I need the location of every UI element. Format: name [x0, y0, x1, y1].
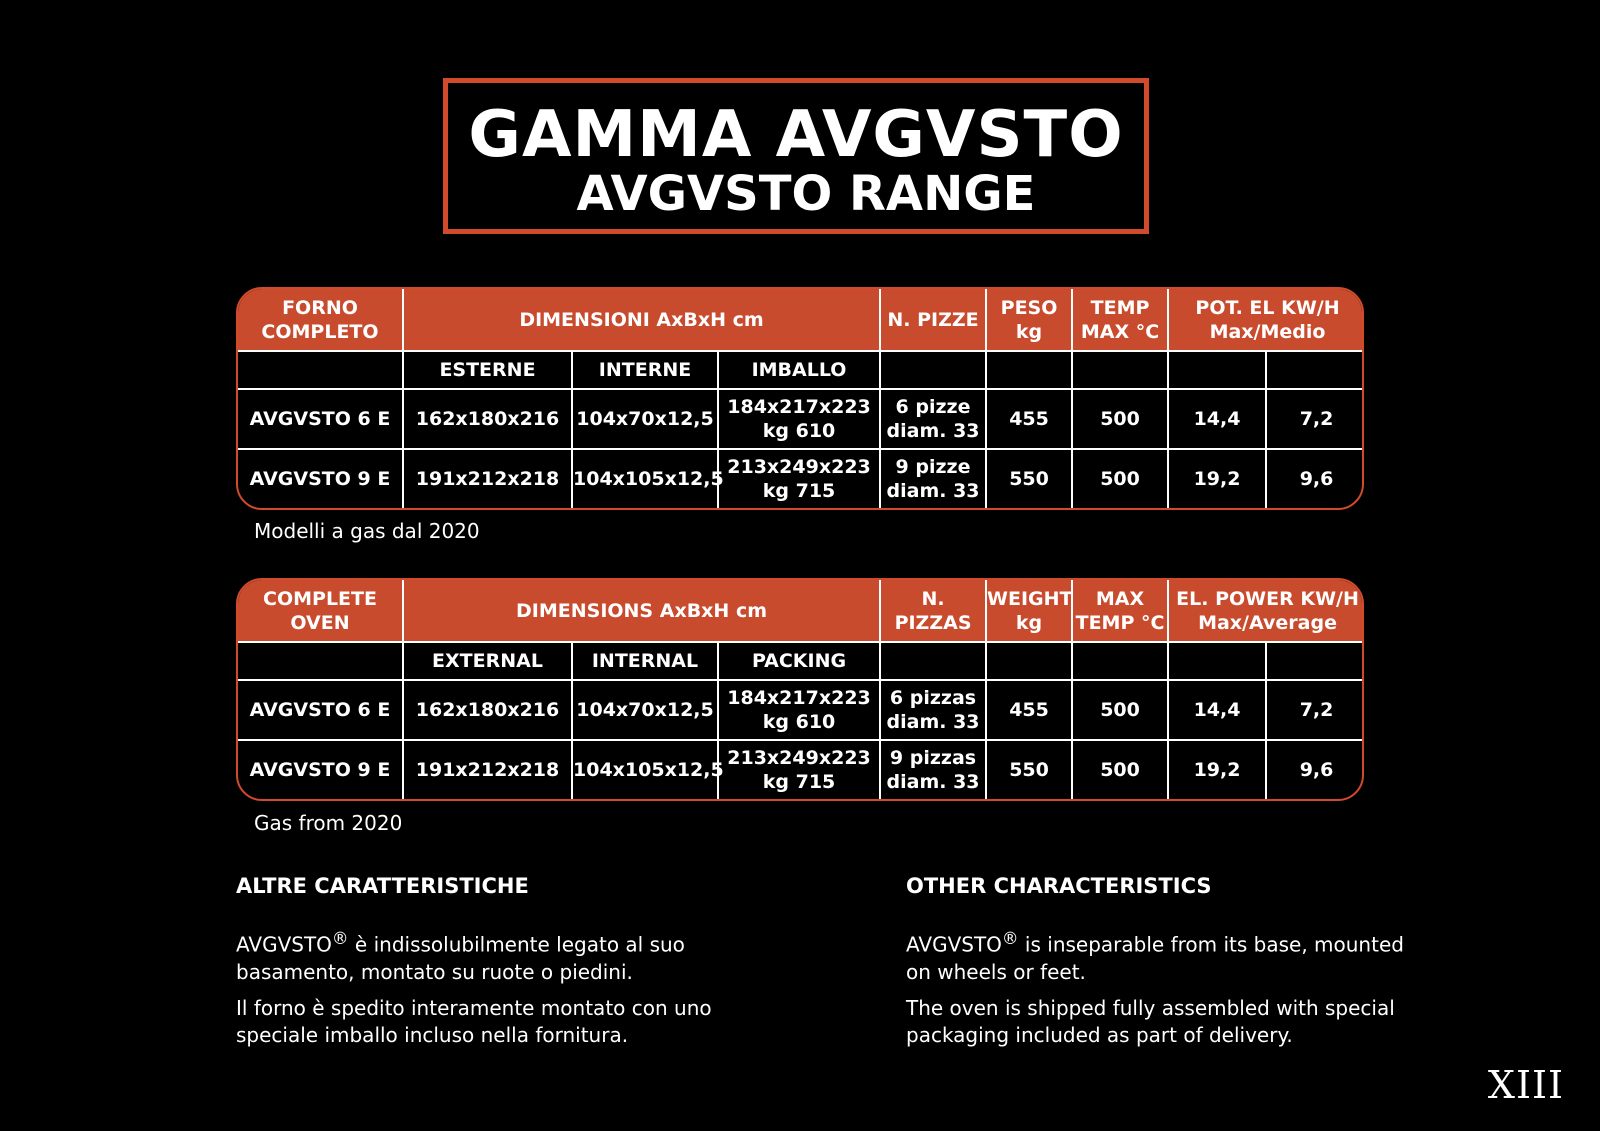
cell-external: 162x180x216 [403, 389, 572, 449]
pizzas-diam: diam. 33 [886, 771, 980, 793]
registered-mark: ® [1001, 929, 1019, 948]
packing-weight: kg 715 [762, 771, 836, 793]
subheader-cell [1266, 351, 1364, 389]
subheader-cell [880, 642, 986, 680]
header-dimensions: DIMENSIONI AxBxH cm [403, 289, 880, 351]
header-weight: WEIGHT kg [986, 580, 1072, 642]
header-pizzas: N. PIZZE [880, 289, 986, 351]
brand-name: AVGVSTO [906, 932, 1002, 957]
header-oven: COMPLETE OVEN [238, 580, 403, 642]
cell-packing [718, 389, 880, 449]
pizzas-count: 9 pizze [895, 456, 971, 478]
spec-table-italian [236, 287, 1364, 510]
section-heading: OTHER CHARACTERISTICS [906, 874, 1212, 898]
cell-power-max: 14,4 [1168, 680, 1266, 740]
cell-packing [718, 449, 880, 508]
header-power: POT. EL KW/H Max/Medio [1168, 289, 1364, 351]
subheader-cell [986, 351, 1072, 389]
cell-external: 191x212x218 [403, 740, 572, 799]
characteristics-paragraph: The oven is shipped fully assembled with special packaging included as part of delivery. [906, 995, 1395, 1047]
cell-model: AVGVSTO 9 E [238, 449, 403, 508]
cell-pizzas [880, 389, 986, 449]
table-row [238, 449, 1364, 508]
table-row [238, 740, 1364, 799]
characteristics-paragraph [236, 925, 716, 986]
header-oven: FORNO COMPLETO [238, 289, 403, 351]
cell-power-avg: 9,6 [1266, 449, 1364, 508]
paragraph-text: is inseparable from its base, mounted on wheels or feet. [906, 932, 1404, 984]
cell-model: AVGVSTO 9 E [238, 740, 403, 799]
cell-temp: 500 [1072, 740, 1168, 799]
packing-weight: kg 610 [762, 711, 836, 733]
header-temp: TEMP MAX °C [1072, 289, 1168, 351]
header-weight: PESO kg [986, 289, 1072, 351]
table-note-italian: Modelli a gas dal 2020 [254, 519, 480, 543]
subheader-internal: INTERNE [572, 351, 718, 389]
pizzas-count: 9 pizzas [889, 747, 977, 769]
page-subtitle: AVGVSTO RANGE [576, 166, 1036, 222]
cell-power-max: 19,2 [1168, 740, 1266, 799]
table-header-row [238, 289, 1364, 351]
subheader-cell [1072, 351, 1168, 389]
characteristics-english [906, 873, 1406, 1049]
cell-internal: 104x105x12,5 [572, 740, 718, 799]
subheader-packing: PACKING [718, 642, 880, 680]
cell-power-avg: 9,6 [1266, 740, 1364, 799]
cell-pizzas [880, 740, 986, 799]
table-row [238, 680, 1364, 740]
subheader-cell [1266, 642, 1364, 680]
pizzas-diam: diam. 33 [886, 480, 980, 502]
cell-packing [718, 740, 880, 799]
page-title: GAMMA AVGVSTO [468, 98, 1124, 172]
subheader-packing: IMBALLO [718, 351, 880, 389]
packing-weight: kg 715 [762, 480, 836, 502]
packing-dims: 184x217x223 [727, 687, 871, 709]
spec-table-english [236, 578, 1364, 801]
subheader-external: ESTERNE [403, 351, 572, 389]
subheader-internal: INTERNAL [572, 642, 718, 680]
paragraph-text: è indissolubilmente legato al suo basamento, montato su ruote o piedini. [236, 932, 685, 984]
page-number: XIII [1487, 1063, 1564, 1107]
cell-model: AVGVSTO 6 E [238, 680, 403, 740]
cell-internal: 104x70x12,5 [572, 680, 718, 740]
cell-temp: 500 [1072, 449, 1168, 508]
cell-power-max: 19,2 [1168, 449, 1266, 508]
table-note-english: Gas from 2020 [254, 811, 403, 835]
cell-power-avg: 7,2 [1266, 389, 1364, 449]
subheader-cell [880, 351, 986, 389]
packing-weight: kg 610 [762, 420, 836, 442]
subheader-external: EXTERNAL [403, 642, 572, 680]
section-heading: ALTRE CARATTERISTICHE [236, 874, 529, 898]
title-box [443, 78, 1149, 234]
table-header-row [238, 580, 1364, 642]
packing-dims: 184x217x223 [727, 396, 871, 418]
cell-packing [718, 680, 880, 740]
cell-pizzas [880, 680, 986, 740]
characteristics-paragraph [906, 925, 1406, 986]
characteristics-paragraph: Il forno è spedito interamente montato con uno speciale imballo incluso nella fornitura. [236, 995, 712, 1047]
cell-external: 162x180x216 [403, 680, 572, 740]
pizzas-count: 6 pizzas [889, 687, 977, 709]
subheader-cell [238, 642, 403, 680]
cell-power-avg: 7,2 [1266, 680, 1364, 740]
subheader-cell [1168, 351, 1266, 389]
cell-pizzas [880, 449, 986, 508]
cell-temp: 500 [1072, 389, 1168, 449]
cell-internal: 104x105x12,5 [572, 449, 718, 508]
table-subheader-row [238, 642, 1364, 680]
registered-mark: ® [331, 929, 349, 948]
pizzas-diam: diam. 33 [886, 420, 980, 442]
cell-power-max: 14,4 [1168, 389, 1266, 449]
table-row [238, 389, 1364, 449]
cell-weight: 455 [986, 389, 1072, 449]
subheader-cell [986, 642, 1072, 680]
subheader-cell [1072, 642, 1168, 680]
packing-dims: 213x249x223 [727, 456, 871, 478]
brand-name: AVGVSTO [236, 932, 332, 957]
pizzas-diam: diam. 33 [886, 711, 980, 733]
header-power: EL. POWER KW/H Max/Average [1168, 580, 1364, 642]
pizzas-count: 6 pizze [895, 396, 971, 418]
cell-weight: 550 [986, 449, 1072, 508]
characteristics-italian [236, 873, 716, 1049]
header-temp: MAX TEMP °C [1072, 580, 1168, 642]
header-dimensions: DIMENSIONS AxBxH cm [403, 580, 880, 642]
cell-model: AVGVSTO 6 E [238, 389, 403, 449]
cell-weight: 550 [986, 740, 1072, 799]
cell-weight: 455 [986, 680, 1072, 740]
header-pizzas: N. PIZZAS [880, 580, 986, 642]
cell-external: 191x212x218 [403, 449, 572, 508]
cell-internal: 104x70x12,5 [572, 389, 718, 449]
table-subheader-row [238, 351, 1364, 389]
cell-temp: 500 [1072, 680, 1168, 740]
packing-dims: 213x249x223 [727, 747, 871, 769]
subheader-cell [1168, 642, 1266, 680]
subheader-cell [238, 351, 403, 389]
